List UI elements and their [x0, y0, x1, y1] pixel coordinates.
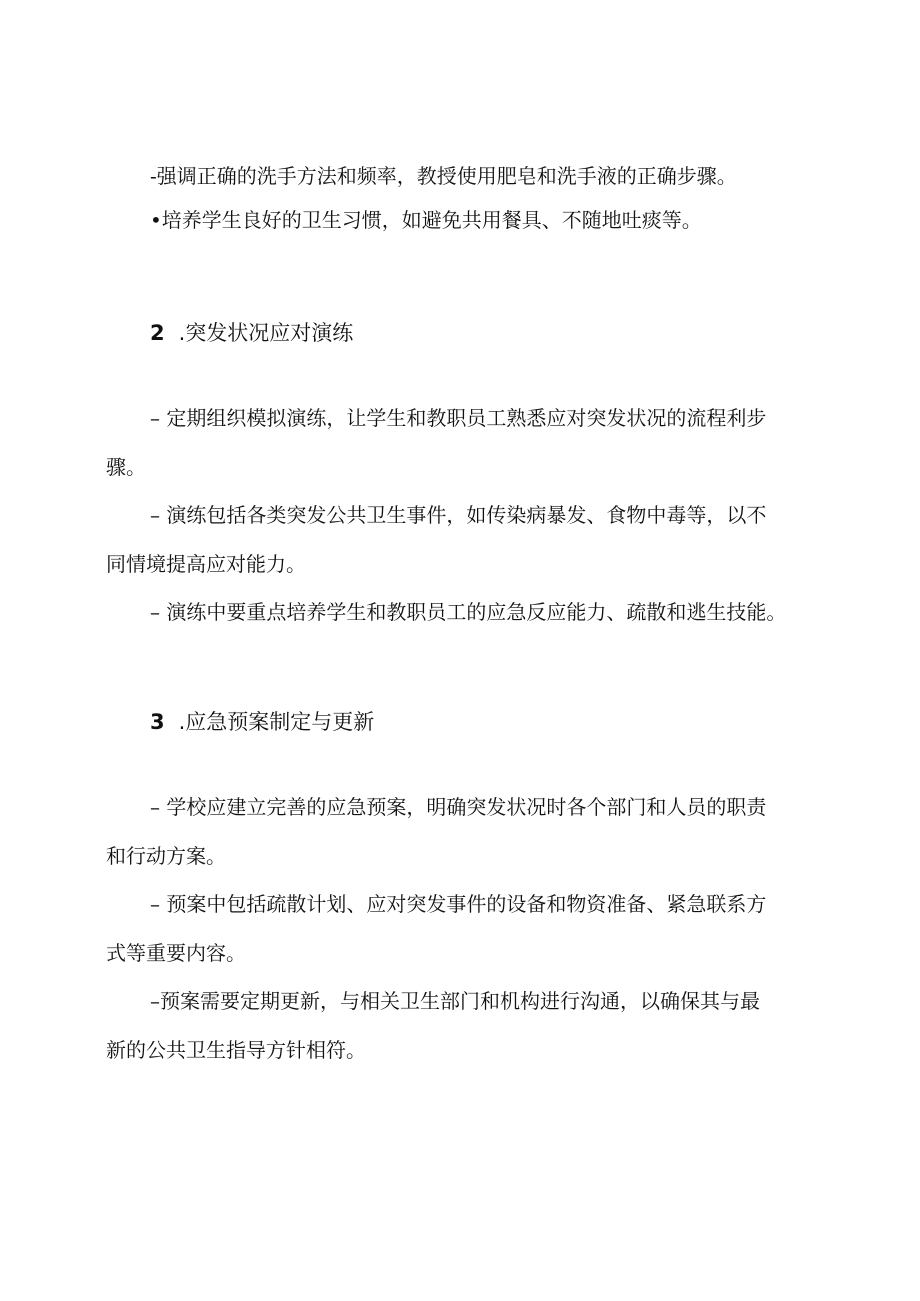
section-3-paragraph-3-line-1: –预案需要定期更新，与相关卫生部门和机构进行沟通，以确保其与最 [150, 989, 760, 1013]
intro-line-1: -强调正确的洗手方法和频率，教授使用肥皂和洗手液的正确步骤。 [150, 164, 737, 188]
section-3-paragraph-2-line-2: 式等重要内容。 [106, 941, 246, 965]
section-2-paragraph-1-line-2: 骤。 [106, 455, 146, 479]
intro-line-2: •培养学生良好的卫生习惯，如避免共用餐具、不随地吐痰等。 [150, 208, 702, 232]
section-3-paragraph-3-line-2: 新的公共卫生指导方针相符。 [106, 1038, 366, 1062]
section-3-paragraph-2-line-1: – 预案中包括疏散计划、应对突发事件的设备和物资准备、紧急联系方 [150, 892, 767, 916]
section-2-heading [150, 318, 353, 348]
section-3-number: 3 [150, 710, 165, 734]
section-3-paragraph-1-line-1: – 学校应建立完善的应急预案，明确突发状况时各个部门和人员的职责 [150, 795, 767, 819]
section-2-paragraph-2-line-1: – 演练包括各类突发公共卫生事件，如传染病暴发、食物中毒等，以不 [150, 503, 767, 527]
section-2-paragraph-1-line-1: – 定期组织模拟演练，让学生和教职员工熟悉应对突发状况的流程利步 [150, 406, 767, 430]
section-2-number: 2 [150, 321, 165, 345]
section-2-title: .突发状况应对演练 [178, 321, 354, 345]
section-3-title: .应急预案制定与更新 [178, 710, 375, 734]
section-3-heading [150, 707, 374, 737]
section-2-paragraph-3-line-1: – 演练中要重点培养学生和教职员工的应急反应能力、疏散和逃生技能。 [150, 600, 787, 624]
section-2-paragraph-2-line-2: 同情境提高应对能力。 [106, 552, 306, 576]
section-3-paragraph-1-line-2: 和行动方案。 [106, 844, 226, 868]
